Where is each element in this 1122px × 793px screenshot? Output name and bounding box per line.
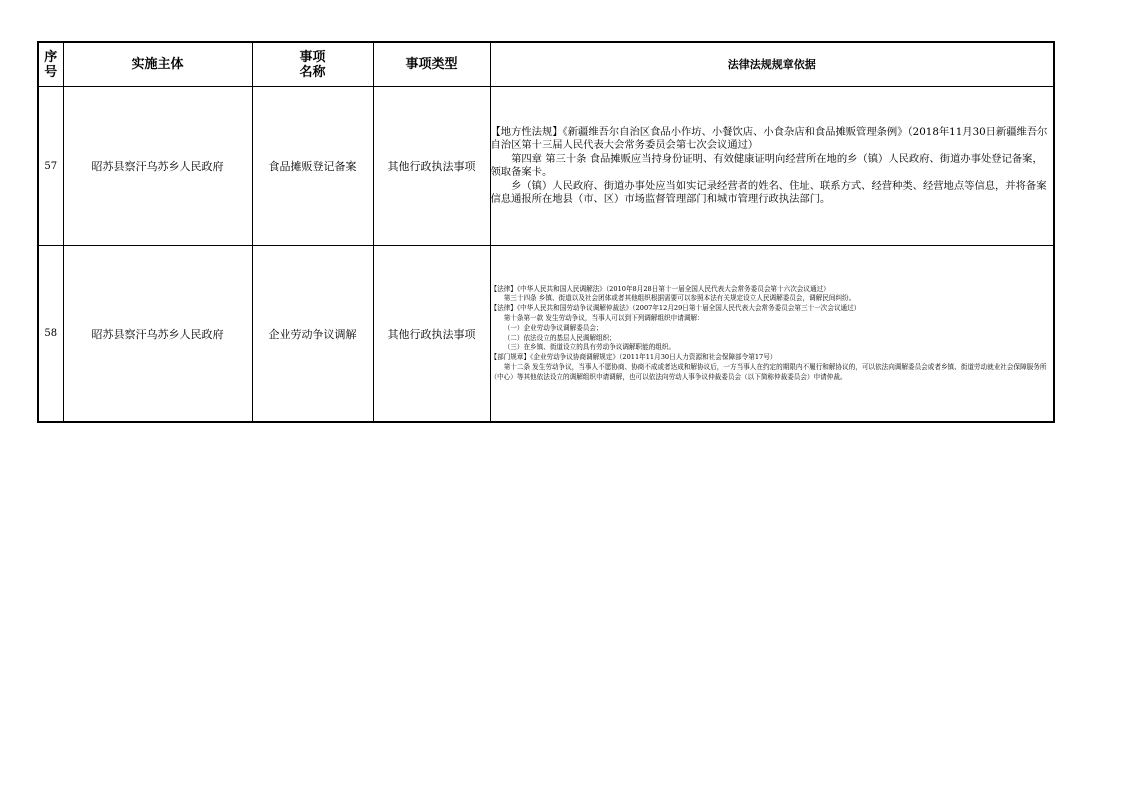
basis-paragraph: 【部门规章】《企业劳动争议协商调解规定》（2011年11月30日人力资源和社会保障部令第17号） — [490, 353, 777, 362]
header-basis: 法律法规规章依据 — [490, 42, 1054, 87]
basis-paragraph: （二）依法设立的基层人民调解组织； — [503, 333, 616, 342]
row-subject: 昭苏县察汗乌苏乡人民政府 — [63, 246, 252, 423]
basis-paragraph: （一）企业劳动争议调解委员会； — [503, 323, 603, 332]
basis-paragraph: 第四章 第三十条 食品摊贩应当持身份证明、有效健康证明向经营所在地的乡（镇）人民政府、街道办事处登记备案，领取备案卡。 — [490, 152, 1043, 178]
row-basis — [490, 87, 1054, 246]
basis-paragraph: 【地方性法规】《新疆维吾尔自治区食品小作坊、小餐饮店、小食杂店和食品摊贩管理条例》（2018年11月30日新疆维吾尔自治区第十三届人民代表大会常务委员会第七次会议通过） — [490, 125, 1048, 151]
row-item: 食品摊贩登记备案 — [252, 87, 373, 246]
table-row — [38, 87, 1054, 246]
row-seq: 57 — [38, 87, 63, 246]
row-seq: 58 — [38, 246, 63, 423]
basis-paragraph: 第十二条 发生劳动争议，当事人不愿协商、协商不成或者达成和解协议后，一方当事人在约定的期限内不履行和解协议的，可以依法向调解委员会或者乡镇、街道劳动就业社会保障服务所（中心）等其他依法设立的调解组织申请调解，也可以依法向劳动人事争议仲裁委员会（以下简称仲裁委员会）申请仲裁。 — [490, 362, 1047, 381]
basis-paragraph: 【法律】《中华人民共和国劳动争议调解仲裁法》（2007年12月29日第十届全国人民代表大会常务委员会第三十一次会议通过） — [490, 304, 861, 313]
row-type: 其他行政执法事项 — [373, 87, 490, 246]
row-subject: 昭苏县察汗乌苏乡人民政府 — [63, 87, 252, 246]
basis-paragraph: （三）在乡镇、街道设立的具有劳动争议调解职能的组织。 — [503, 343, 676, 352]
basis-paragraph: 【法律】《中华人民共和国人民调解法》（2010年8月28日第十一届全国人民代表大会常务委员会第十六次会议通过） — [490, 284, 830, 293]
header-seq: 序 号 — [38, 42, 63, 87]
basis-paragraph: 第三十四条 乡镇、街道以及社会团体或者其他组织根据需要可以参照本法有关规定设立人民调解委员会，调解民间纠纷。 — [503, 294, 856, 303]
items-table — [37, 41, 1055, 423]
row-item: 企业劳动争议调解 — [252, 246, 373, 423]
table-row — [38, 246, 1054, 423]
header-item: 事项 名称 — [252, 42, 373, 87]
header-subject: 实施主体 — [63, 42, 252, 87]
basis-paragraph: 第十条第一款 发生劳动争议，当事人可以到下列调解组织申请调解： — [503, 313, 704, 322]
row-type: 其他行政执法事项 — [373, 246, 490, 423]
row-basis — [490, 246, 1054, 423]
basis-paragraph: 乡（镇）人民政府、街道办事处应当如实记录经营者的姓名、住址、联系方式、经营种类、经营地点等信息，并将备案信息通报所在地县（市、区）市场监督管理部门和城市管理行政执法部门。 — [490, 179, 1047, 205]
header-type: 事项类型 — [373, 42, 490, 87]
header-row — [38, 42, 1054, 87]
